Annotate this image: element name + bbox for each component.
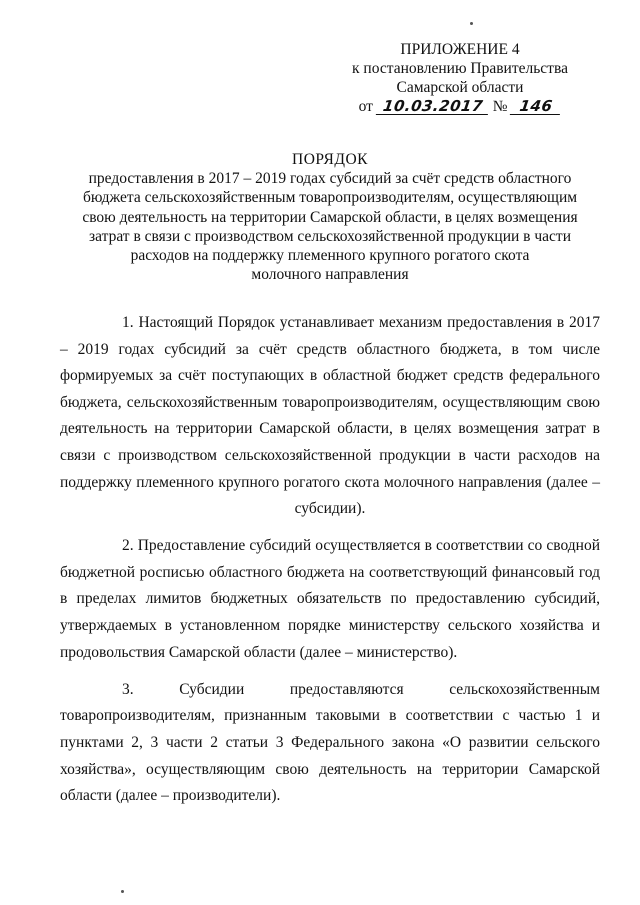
title-line: расходов на поддержку племенного крупного рогатого скота <box>130 247 530 265</box>
paragraph-1: 1. Настоящий Порядок устанавливает механизм предоставления в 2017 – 2019 годах субсидий за счёт средств областного бюджета, в том числе формируемых за счёт поступающих в областной бюджет средств федерального бюджета, сельскохозяйственным товаропроизводителям, осуществляющим свою деятельность на территории Самарской области, в целях возмещения затрат в связи с производством сельскохозяйственной продукции в части расходов на поддержку племенного крупного рогатого скота молочного направления (далее – субсидии). <box>60 314 600 518</box>
handwritten-date: 10.03.2017 <box>376 98 490 115</box>
number-label: № <box>492 98 508 115</box>
annex-date-number <box>330 97 590 116</box>
title-line: затрат в связи с производством сельскохозяйственной продукции в части <box>89 227 571 245</box>
from-label: от <box>358 98 373 115</box>
paragraph-2: 2. Предоставление субсидий осуществляется в соответствии со сводной бюджетной росписью областного бюджета на соответствующий финансовый год в пределах лимитов бюджетных обязательств по предоставлению субсидий, утверждаемых в установленном порядке министерству сельского хозяйства и продовольствия Самарской области (далее – министерство). <box>60 537 600 661</box>
annex-title: ПРИЛОЖЕНИЕ 4 <box>400 41 520 58</box>
title-line: свою деятельность на территории Самарской области, в целях возмещения <box>82 208 578 226</box>
title-heading: ПОРЯДОК <box>292 151 368 168</box>
title-line: молочного направления <box>251 266 409 284</box>
scan-speck <box>470 22 473 25</box>
handwritten-number: 146 <box>510 98 562 115</box>
document-body <box>60 310 600 820</box>
annex-header <box>330 40 590 116</box>
document-title <box>60 150 600 284</box>
title-line: бюджета сельскохозяйственным товаропроизводителям, осуществляющим <box>82 189 578 207</box>
annex-region: Самарской области <box>396 79 524 96</box>
title-line: предоставления в 2017 – 2019 годах субсидий за счёт средств областного <box>88 170 572 188</box>
annex-resolution-ref: к постановлению Правительства <box>352 60 568 77</box>
paragraph-3: 3. Субсидии предоставляются сельскохозяйственным товаропроизводителям, признанным таковыми в соответствии с частью 1 и пунктами 2, 3 части 2 статьи 3 Федерального закона «О развитии сельского хозяйства», осуществляющим свою деятельность на территории Самарской области (далее – производители). <box>60 680 600 805</box>
scan-speck <box>121 890 124 893</box>
